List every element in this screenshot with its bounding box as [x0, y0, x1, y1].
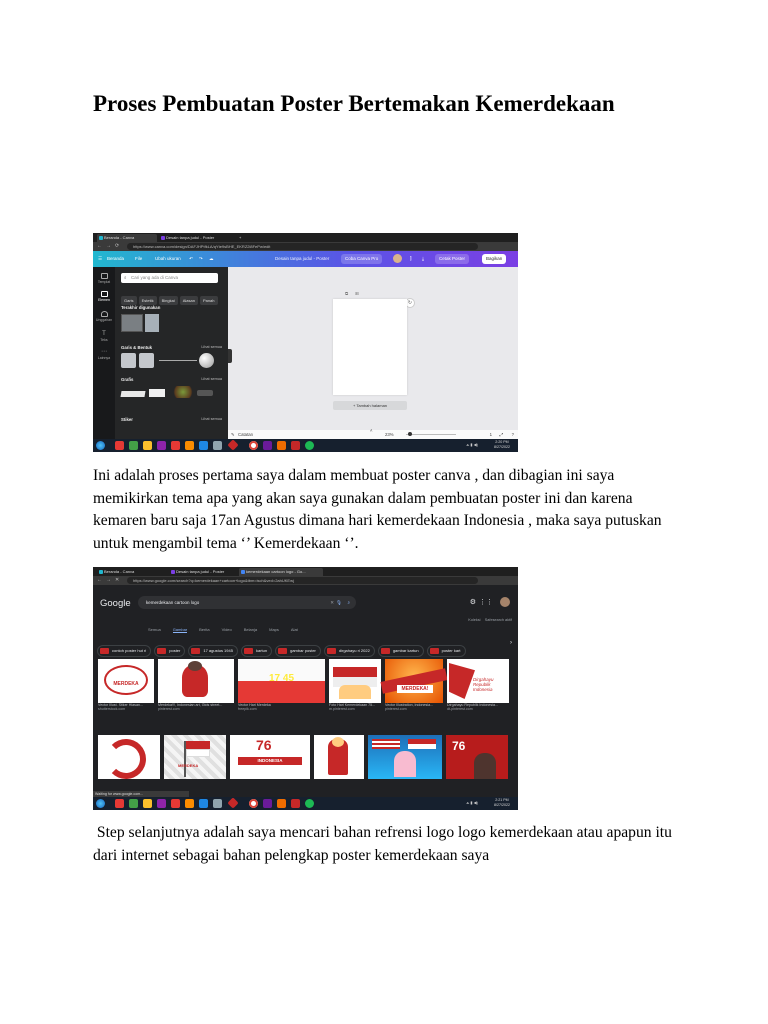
spotify-icon[interactable] — [305, 799, 314, 808]
resize-button[interactable]: Ubah ukuran — [155, 256, 181, 261]
result-caption: Vector Hari Merdeka freepik.com — [238, 703, 271, 712]
upload-icon — [101, 311, 108, 317]
search-tools — [468, 618, 512, 622]
zoom-level[interactable]: 23% — [385, 432, 394, 437]
app-icon[interactable] — [227, 797, 238, 808]
mic-icon[interactable]: 🎙 — [336, 600, 342, 605]
notes-button[interactable]: Catatan — [238, 432, 254, 437]
result-caption — [164, 779, 226, 791]
result-caption — [98, 779, 160, 791]
folder-icon[interactable] — [143, 441, 152, 450]
app-icon[interactable] — [129, 799, 138, 808]
elements-search-input[interactable]: ⌕ Cari yang ada di Canva — [121, 273, 218, 283]
back-icon[interactable]: ← — [97, 577, 102, 583]
forward-icon[interactable]: → — [106, 577, 111, 583]
home-button[interactable]: Beranda — [107, 256, 125, 261]
result-caption: Dirgahayu Republik Indonesia... dt-pinterest.com — [447, 703, 498, 712]
image-result[interactable] — [447, 659, 509, 715]
see-all-link[interactable]: Lihat semua — [201, 345, 222, 349]
chevron-up-icon[interactable]: ˄ — [370, 428, 373, 433]
app-icon[interactable] — [263, 441, 272, 450]
template-icon — [101, 273, 108, 279]
result-caption: Merdeka!!!, Indonesian art, Gtds street... pinterest.com — [158, 703, 223, 712]
result-caption — [314, 779, 364, 791]
rail-item-uploads[interactable]: Unggahan — [93, 311, 115, 322]
search-icon: ⌕ — [124, 275, 127, 280]
clear-icon[interactable]: ✕ — [330, 600, 334, 605]
app-icon[interactable] — [171, 441, 180, 450]
app-icon[interactable] — [115, 799, 124, 808]
filter-chips — [121, 289, 225, 303]
duplicate-icon[interactable]: ⊞ — [355, 291, 359, 296]
avatar[interactable] — [500, 597, 510, 607]
search-tabs — [148, 618, 310, 636]
chip[interactable]: Panah — [200, 296, 218, 305]
collections-link[interactable]: Koleksi — [468, 618, 481, 622]
address-bar — [93, 576, 518, 585]
redo-icon[interactable]: ↷ — [199, 256, 203, 261]
download-icon[interactable]: ⤓ — [422, 256, 424, 261]
tab-maps[interactable]: Maps — [269, 627, 279, 632]
editor-bottom-bar — [228, 430, 518, 439]
tab-news[interactable]: Berita — [199, 627, 210, 632]
chip[interactable]: Alasan — [180, 296, 198, 305]
canvas-workspace — [232, 267, 518, 439]
chevron-right-icon[interactable]: › — [510, 640, 512, 646]
result-image: MERDEKA — [164, 735, 226, 779]
side-rail — [93, 267, 115, 439]
address-bar — [93, 242, 518, 251]
chrome-icon[interactable] — [249, 799, 258, 808]
chip[interactable]: Estetik — [139, 296, 157, 305]
image-result[interactable] — [158, 659, 234, 715]
related-searches — [97, 639, 512, 651]
see-all-link[interactable]: Lihat semua — [201, 377, 222, 381]
square-shape[interactable] — [121, 353, 136, 368]
help-icon[interactable]: ? — [511, 432, 514, 437]
related-chip[interactable]: poster kart — [427, 645, 466, 657]
notes-icon[interactable]: ✎ — [231, 432, 235, 437]
app-icon[interactable] — [277, 441, 286, 450]
result-caption — [368, 779, 442, 791]
app-icon[interactable] — [199, 799, 208, 808]
try-pro-button[interactable]: Coba Canva Pro — [341, 254, 382, 264]
new-tab-icon[interactable]: + — [239, 235, 242, 240]
result-caption: Vector Illustration, Indonesia... pinterest.com — [385, 703, 434, 712]
start-icon[interactable] — [96, 799, 105, 808]
graphic-thumb[interactable] — [171, 386, 195, 398]
app-icon[interactable] — [185, 799, 194, 808]
graphic-thumb[interactable] — [197, 390, 213, 396]
browser-tab[interactable]: Beranda - Canva — [97, 234, 157, 242]
add-page-button[interactable]: + Tambah halaman — [333, 401, 407, 410]
related-chip[interactable]: dirgahayu ri 2022 — [324, 645, 375, 657]
more-icon: ⋯ — [101, 349, 107, 355]
canva-screenshot — [93, 233, 518, 452]
related-chip[interactable]: contoh poster hut ri — [97, 645, 151, 657]
rail-item-templates[interactable]: Templat — [93, 273, 115, 284]
result-image — [329, 659, 381, 703]
tab-all[interactable]: Semua — [148, 627, 161, 632]
safesearch-toggle[interactable]: Safesearch aktif — [484, 618, 512, 622]
shapes-label: Garis & Bentuk — [121, 345, 153, 350]
cloud-save-icon: ☁ — [209, 256, 214, 261]
taskbar-clock[interactable]: 2:20 PM 8/27/2022 — [494, 440, 510, 449]
app-icon[interactable] — [199, 441, 208, 450]
result-image — [158, 659, 234, 703]
graphics-label: Grafis — [121, 377, 134, 382]
app-icon[interactable] — [157, 799, 166, 808]
app-icon[interactable] — [213, 799, 222, 808]
square-shape[interactable] — [139, 353, 154, 368]
zoom-slider[interactable] — [406, 434, 456, 435]
google-logo[interactable]: Google — [100, 598, 131, 609]
app-icon[interactable] — [185, 441, 194, 450]
recent-label: Terakhir digunakan — [121, 305, 161, 310]
result-image: MERDEKA! — [385, 659, 443, 703]
folder-icon[interactable] — [143, 799, 152, 808]
stop-icon[interactable]: ✕ — [115, 577, 120, 583]
related-chip[interactable]: gambar kartun — [378, 645, 424, 657]
recent-photo-thumb[interactable] — [121, 314, 143, 332]
file-button[interactable]: File — [135, 256, 143, 261]
app-icon[interactable] — [157, 441, 166, 450]
page-title: Proses Pembuatan Poster Bertemakan Kemerdekaan — [93, 91, 615, 116]
spotify-icon[interactable] — [305, 441, 314, 450]
app-icon[interactable] — [277, 799, 286, 808]
chip[interactable]: Bingkai — [159, 296, 178, 305]
canva-toolbar — [93, 251, 518, 267]
tab-shopping[interactable]: Belanja — [243, 627, 258, 632]
paragraph-step-two: Step selanjutnya adalah saya mencari bahan refrensi logo logo kemerdekaan atau apapun itu dari internet sebagai bahan pelengkap poster kemerdekaan saya — [93, 824, 676, 864]
app-icon[interactable] — [213, 441, 222, 450]
result-caption — [446, 779, 508, 791]
forward-icon[interactable]: → — [106, 243, 111, 249]
related-chip[interactable]: poster — [154, 645, 185, 657]
search-icon[interactable]: ⌕ — [347, 600, 350, 605]
image-result[interactable] — [98, 735, 160, 791]
result-caption: Foto Hari Kemerdekaan 75... m.pinterest.com — [329, 703, 376, 712]
app-icon[interactable] — [291, 799, 300, 808]
undo-icon[interactable]: ↶ — [189, 256, 193, 261]
image-result[interactable] — [238, 659, 325, 715]
image-result[interactable] — [230, 735, 310, 791]
rail-item-text[interactable]: T Teks — [100, 331, 108, 342]
result-image — [98, 735, 160, 779]
poster-artboard[interactable] — [333, 299, 407, 395]
avatar[interactable] — [393, 254, 402, 263]
print-poster-button[interactable]: Cetak Poster — [435, 254, 469, 264]
result-caption — [230, 779, 310, 791]
result-image: 76 — [446, 735, 508, 779]
zoom-slider-thumb[interactable] — [408, 432, 412, 436]
stickers-label: Stiker — [121, 417, 133, 422]
related-chip[interactable]: 17 agustus 1945 — [188, 645, 238, 657]
line-shape[interactable] — [159, 360, 197, 361]
result-image — [368, 735, 442, 779]
app-icon[interactable] — [291, 441, 300, 450]
page-count-icon[interactable]: 1 — [489, 432, 492, 437]
start-icon[interactable] — [96, 441, 105, 450]
back-icon[interactable]: ← — [97, 243, 102, 249]
result-image: 76 INDONESIA — [230, 735, 310, 779]
rail-item-more[interactable]: ⋯ Lainnya — [97, 349, 111, 360]
google-header — [93, 585, 518, 633]
google-screenshot — [93, 567, 518, 810]
url-field[interactable]: https://www.canva.com/design/DAFJHPtfkLA/qYte9sBHE_EKRZ2l8FePw/edit — [127, 243, 478, 250]
image-result[interactable] — [314, 735, 364, 791]
image-result[interactable] — [98, 659, 154, 715]
tab-images[interactable]: Gambar — [172, 627, 188, 632]
chip[interactable]: Garis — [121, 296, 137, 305]
browser-tab[interactable]: Desain tanpa judul - Poster — [159, 234, 234, 242]
app-icon[interactable] — [115, 441, 124, 450]
related-chip[interactable]: gambar poster — [275, 645, 321, 657]
result-image — [314, 735, 364, 779]
app-icon[interactable] — [171, 799, 180, 808]
refresh-icon[interactable]: ↻ — [405, 298, 415, 308]
browser-tab[interactable]: kemerdekaan cartoon logo - Go... — [239, 568, 323, 576]
menu-icon[interactable]: ☰ — [98, 256, 103, 261]
rail-item-elements[interactable]: Elemen — [93, 291, 115, 302]
tab-video[interactable]: Video — [221, 627, 232, 632]
settings-icon[interactable]: ⚙ — [469, 599, 476, 606]
result-image: 17 45 — [238, 659, 325, 703]
graphic-thumb[interactable] — [149, 389, 165, 397]
taskbar-clock[interactable]: 2:21 PM 8/27/2022 — [494, 798, 510, 807]
reload-icon[interactable]: ⟳ — [115, 243, 120, 249]
browser-tab[interactable]: Desain tanpa judul - Poster — [169, 568, 227, 576]
browser-tab-bar — [93, 567, 518, 576]
lock-icon[interactable]: ⧉ — [345, 291, 349, 296]
recent-photo-thumb[interactable] — [145, 314, 159, 332]
see-all-link[interactable]: Lihat semua — [201, 417, 222, 421]
tab-tools[interactable]: Alat — [290, 627, 298, 632]
result-image: MERDEKA — [98, 659, 154, 703]
share-button[interactable]: Bagikan — [482, 254, 506, 264]
image-result[interactable] — [446, 735, 508, 791]
image-result[interactable] — [385, 659, 443, 715]
chrome-icon[interactable] — [249, 441, 258, 450]
text-icon: T — [102, 331, 106, 337]
image-result[interactable] — [368, 735, 442, 791]
image-result[interactable] — [164, 735, 226, 791]
windows-taskbar — [93, 797, 518, 810]
app-icon[interactable] — [227, 439, 238, 450]
apps-grid-icon[interactable]: ⋮⋮ — [479, 599, 493, 606]
analytics-icon[interactable]: ⫿ — [410, 256, 412, 261]
google-search-input[interactable]: kemerdekaan cartoon logo ✕ 🎙 ⌕ — [138, 596, 356, 609]
result-image: Dirgahayu Republik Indonesia — [447, 659, 509, 703]
shapes-icon — [101, 291, 108, 297]
windows-taskbar — [93, 439, 518, 452]
document-title[interactable]: Desain tanpa judul - Poster — [275, 256, 330, 261]
fullscreen-icon[interactable]: ⤢ — [499, 432, 503, 437]
graphic-thumb[interactable] — [120, 391, 145, 397]
paragraph-intro: Ini adalah proses pertama saya dalam membuat poster canva , dan dibagian ini saya memikirkan tema apa yang akan saya gunakan dalam pembuatan poster ini dan karena kemaren baru saja 17an Agustus dimana hari kemerdekaan Indonesia , maka saya putuskan untuk mengambil tema ‘’ Kemerdekaan ‘’. — [93, 467, 662, 552]
browser-tab[interactable]: Beranda - Canva — [97, 568, 139, 576]
related-chip[interactable]: kartun — [241, 645, 272, 657]
browser-tab-bar — [93, 233, 518, 242]
url-field[interactable]: https://www.google.com/search?q=kemerdekaan+cartoon+logo&tbm=isch&ved=2ahUKEwj — [127, 577, 478, 584]
circle-shape[interactable] — [199, 353, 214, 368]
app-icon[interactable] — [263, 799, 272, 808]
status-bar: Waiting for www.google.com... — [93, 791, 189, 797]
image-result[interactable] — [329, 659, 381, 715]
app-icon[interactable] — [129, 441, 138, 450]
tray-icons[interactable]: ⏶ ▮ ◀) — [465, 800, 478, 805]
result-caption: Vector Illust. Stiker Hiasan... shutterstock.com — [98, 703, 143, 712]
tray-icons[interactable]: ⏶ ▮ ◀) — [465, 442, 478, 447]
elements-panel — [115, 267, 228, 439]
